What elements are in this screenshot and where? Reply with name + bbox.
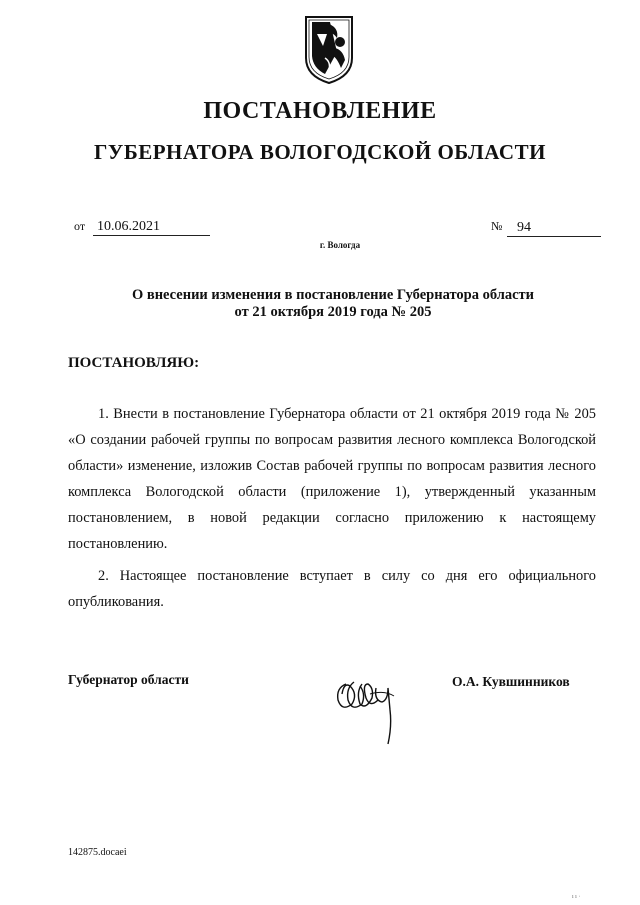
number-label: № — [491, 219, 503, 233]
document-date: 10.06.2021 — [93, 219, 210, 236]
subject-line-1: О внесении изменения в постановление Губернатора области — [131, 287, 535, 303]
document-number: 94 — [507, 220, 601, 237]
body-paragraph-1 — [68, 401, 596, 557]
paragraph-text: 1. Внести в постановление Губернатора области от 21 октября 2019 года № 205 «О создании рабочей группы по вопросам развития лесного комплекса Вологодской области» изменение, изложив Состав рабочей группы по вопросам развития лесного комплекса Вологодской области (приложение 1), утвержденный указанным постановлением, в новой редакции согласно приложению к настоящему постановлению. — [68, 406, 596, 552]
paragraph-text: 2. Настоящее постановление вступает в силу со дня его официального опубликования. — [68, 568, 596, 610]
signatory-position: Губернатор области — [68, 672, 189, 687]
issuing-authority: ГУБЕРНАТОРА ВОЛОГОДСКОЙ ОБЛАСТИ — [94, 140, 546, 164]
document-title: ПОСТАНОВЛЕНИЕ — [203, 98, 437, 124]
date-label: от — [74, 219, 86, 233]
corner-mark: ı ı · — [572, 894, 581, 900]
subject-line-2: от 21 октября 2019 года № 205 — [234, 304, 432, 320]
coat-of-arms-icon — [303, 12, 355, 86]
handwritten-signature-icon — [332, 654, 412, 750]
document-subject — [0, 287, 640, 321]
file-code: 142875.docaei — [68, 847, 127, 858]
resolve-heading: ПОСТАНОВЛЯЮ: — [68, 355, 200, 371]
document-city: г. Вологда — [319, 240, 361, 250]
body-paragraph-2 — [68, 563, 596, 615]
signatory-name: О.А. Кувшинников — [452, 674, 570, 689]
